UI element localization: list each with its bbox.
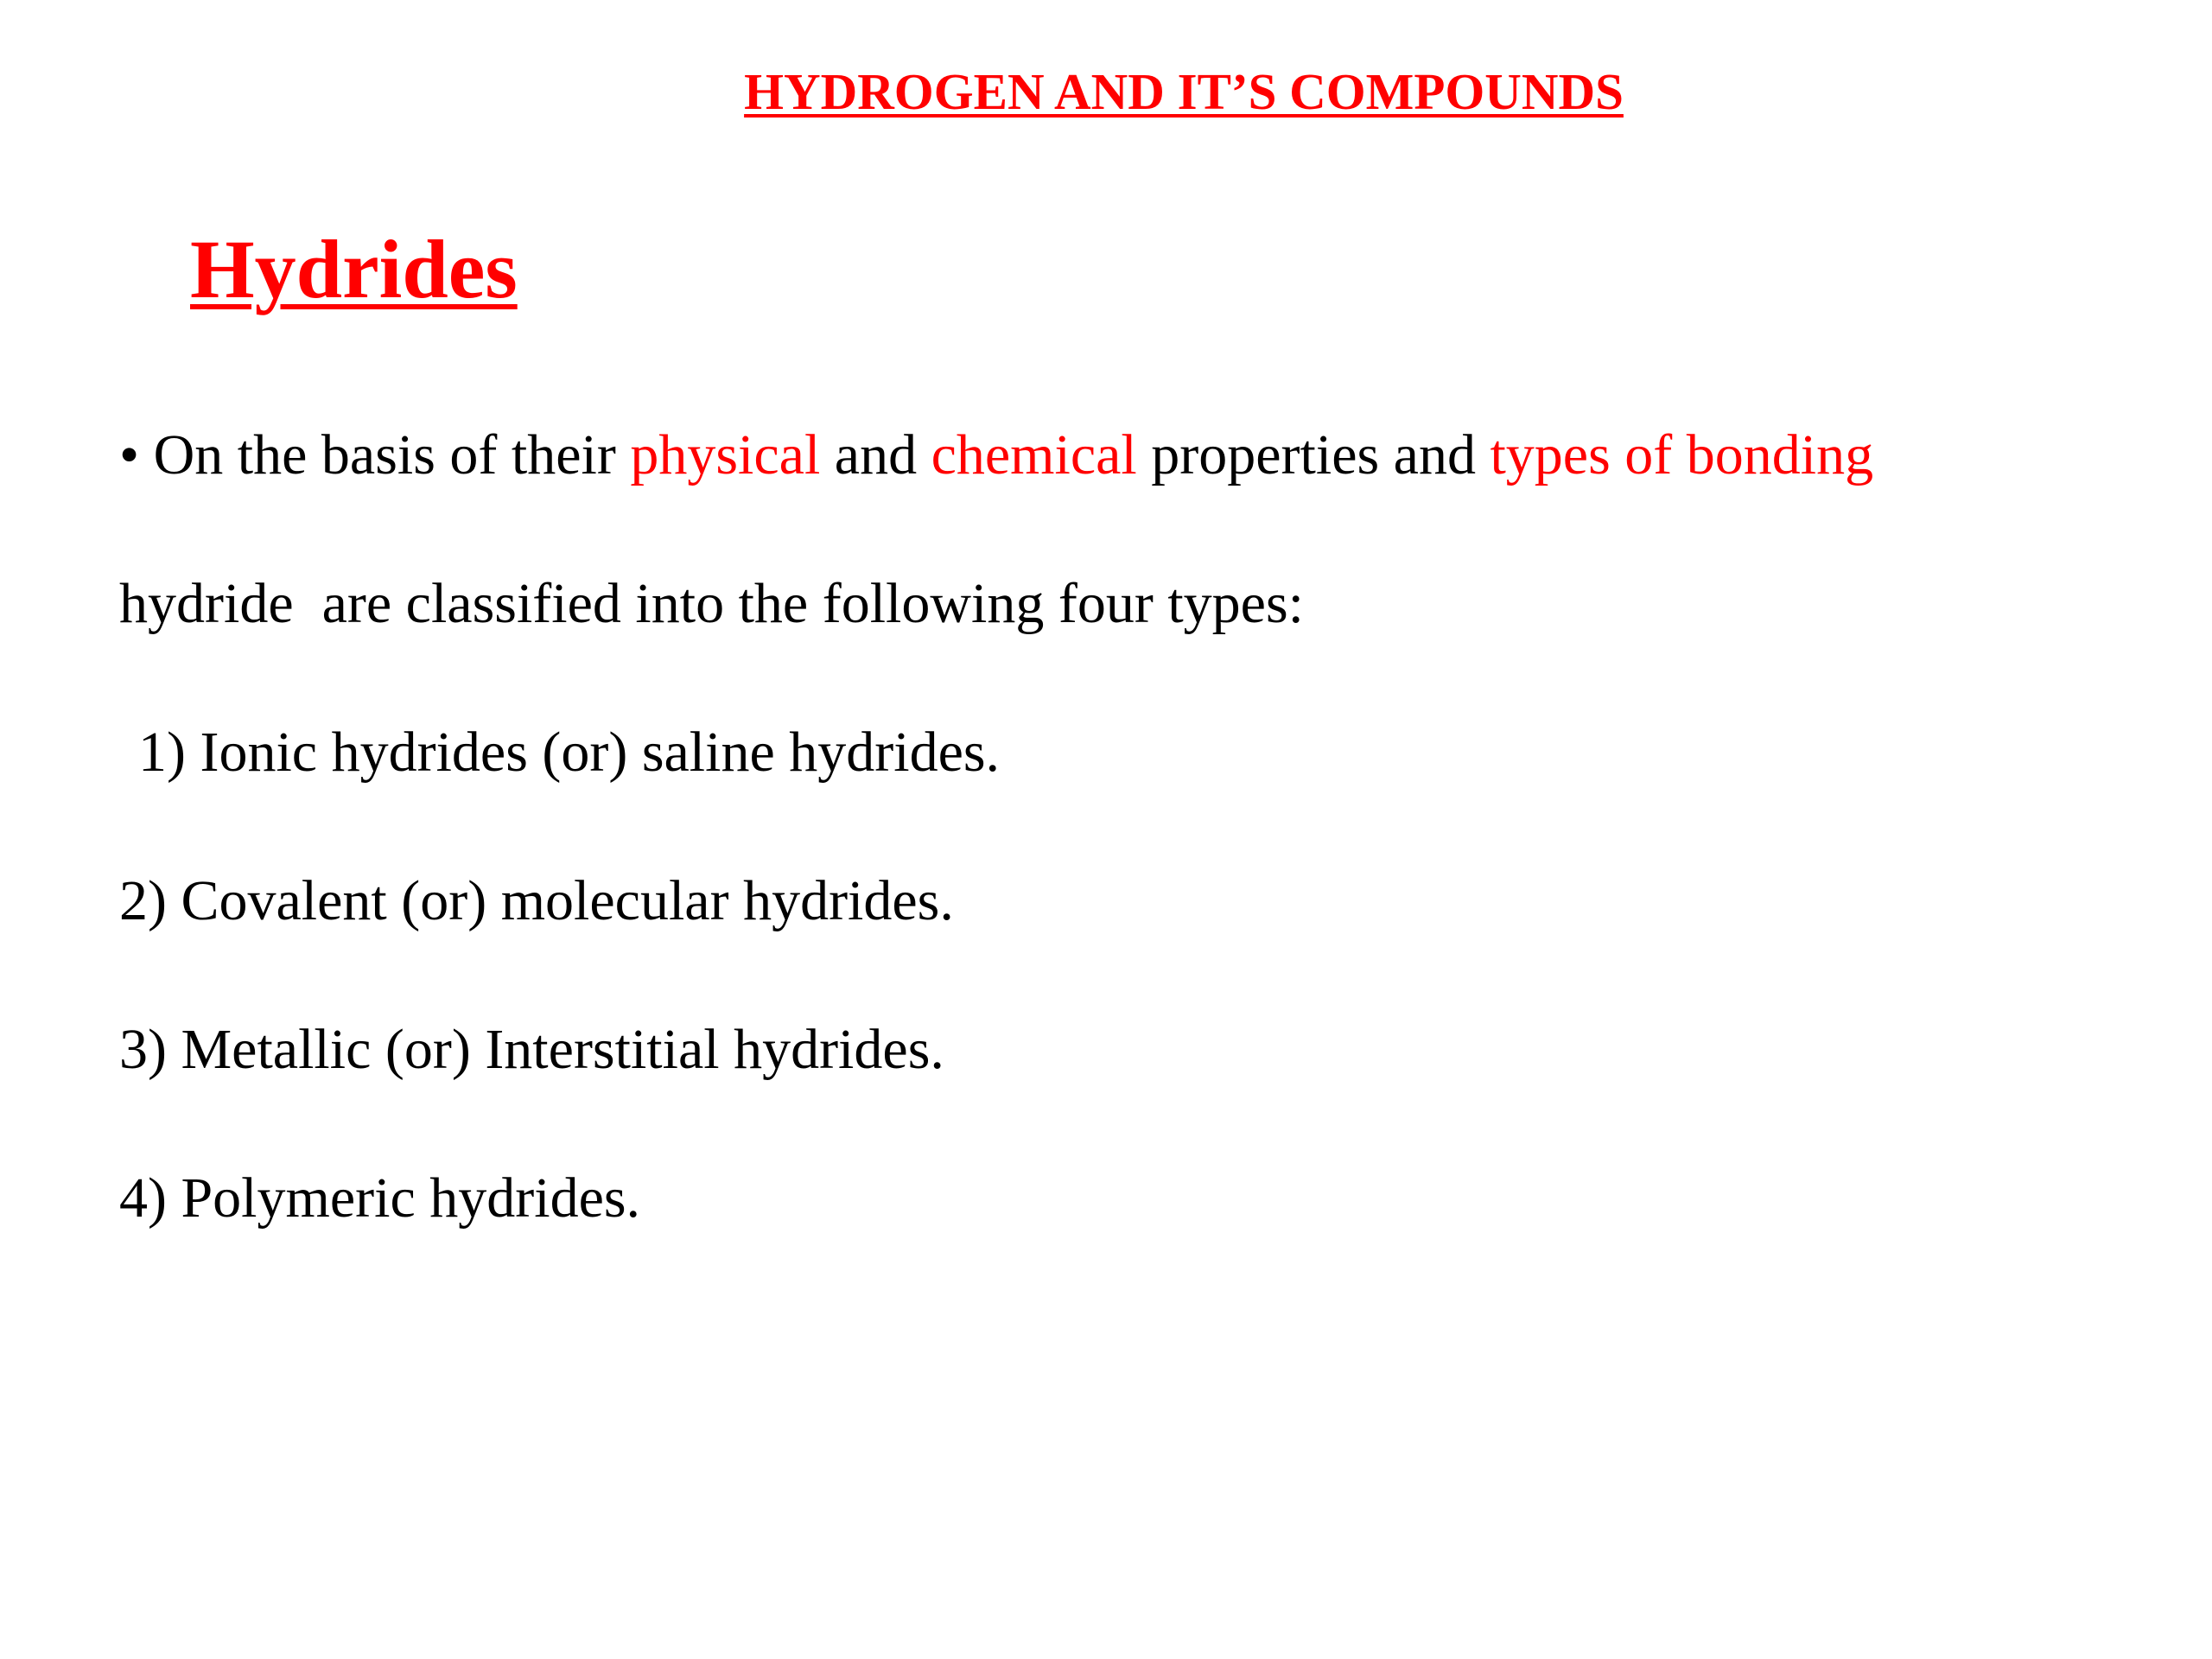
intro-text-3: properties and <box>1136 423 1491 486</box>
section-heading: Hydrides <box>190 223 518 315</box>
highlight-physical: physical <box>630 423 821 486</box>
highlight-chemical: chemical <box>931 423 1137 486</box>
bullet: • <box>119 423 140 486</box>
intro-line <box>119 423 1874 486</box>
list-item-polymeric: 4) Polymeric hydrides. <box>119 1166 641 1230</box>
intro-continuation: hydride are classified into the following four types: <box>119 572 1304 635</box>
list-item-ionic: 1) Ionic hydrides (or) saline hydrides. <box>138 721 1001 784</box>
list-item-covalent: 2) Covalent (or) molecular hydrides. <box>119 869 954 932</box>
slide-title: HYDROGEN AND IT’S COMPOUNDS <box>744 63 1624 120</box>
highlight-bonding: types of bonding <box>1490 423 1874 486</box>
list-item-metallic: 3) Metallic (or) Interstitial hydrides. <box>119 1018 944 1081</box>
intro-text-1: On the basis of their <box>139 423 631 486</box>
intro-text-2: and <box>820 423 931 486</box>
